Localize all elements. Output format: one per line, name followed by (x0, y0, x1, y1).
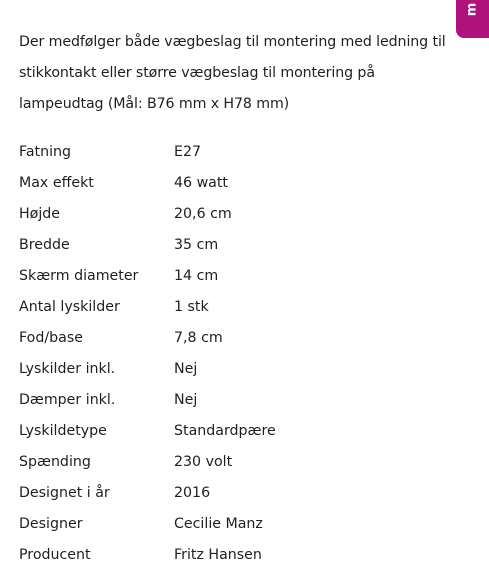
product-description: Der medfølger både vægbeslag til montering med ledning til stikkontakt eller større vægbeslag til montering på lampeudtag (Mål: B76 mm x H78 mm) (19, 34, 446, 113)
spec-value: 35 cm (174, 236, 219, 253)
spec-row-antal-lyskilder (19, 291, 459, 322)
spec-label: Dæmper inkl. (19, 391, 116, 408)
spec-label: Højde (19, 205, 61, 222)
spec-label: Antal lyskilder (19, 298, 120, 315)
spec-value: 46 watt (174, 174, 228, 191)
spec-label: Skærm diameter (19, 267, 139, 284)
spec-label: Lyskilder inkl. (19, 360, 116, 377)
spec-value: 1 stk (174, 298, 209, 315)
spec-row-hojde (19, 198, 459, 229)
spec-value: E27 (174, 143, 202, 160)
spec-row-fod-base (19, 322, 459, 353)
spec-row-skaerm-diameter (19, 260, 459, 291)
spec-value: Fritz Hansen (174, 546, 262, 563)
spec-label: Max effekt (19, 174, 94, 191)
spec-value: Standardpære (174, 422, 276, 439)
spec-value: Nej (174, 360, 198, 377)
spec-row-fatning (19, 136, 459, 167)
spec-row-bredde (19, 229, 459, 260)
spec-row-max-effekt (19, 167, 459, 198)
spec-label: Fod/base (19, 329, 83, 346)
spec-value: 20,6 cm (174, 205, 232, 222)
spec-label: Designet i år (19, 484, 110, 501)
spec-row-designet-i-ar (19, 477, 459, 508)
spec-row-designer (19, 508, 459, 539)
spec-label: Producent (19, 546, 91, 563)
spec-value: 14 cm (174, 267, 219, 284)
spec-label: Designer (19, 515, 83, 532)
spec-row-producent (19, 539, 459, 570)
side-tab[interactable] (456, 0, 489, 38)
side-tab-label: m (464, 2, 480, 17)
spec-value: Cecilie Manz (174, 515, 263, 532)
spec-label: Fatning (19, 143, 72, 160)
spec-row-lyskilder-inkl (19, 353, 459, 384)
spec-value: 230 volt (174, 453, 233, 470)
spec-row-spaending (19, 446, 459, 477)
spec-row-daemper-inkl (19, 384, 459, 415)
spec-label: Bredde (19, 236, 70, 253)
spec-table (19, 136, 459, 570)
spec-label: Lyskildetype (19, 422, 107, 439)
spec-label: Spænding (19, 453, 91, 470)
spec-value: 7,8 cm (174, 329, 223, 346)
spec-value: 2016 (174, 484, 211, 501)
spec-row-lyskildetype (19, 415, 459, 446)
spec-value: Nej (174, 391, 198, 408)
